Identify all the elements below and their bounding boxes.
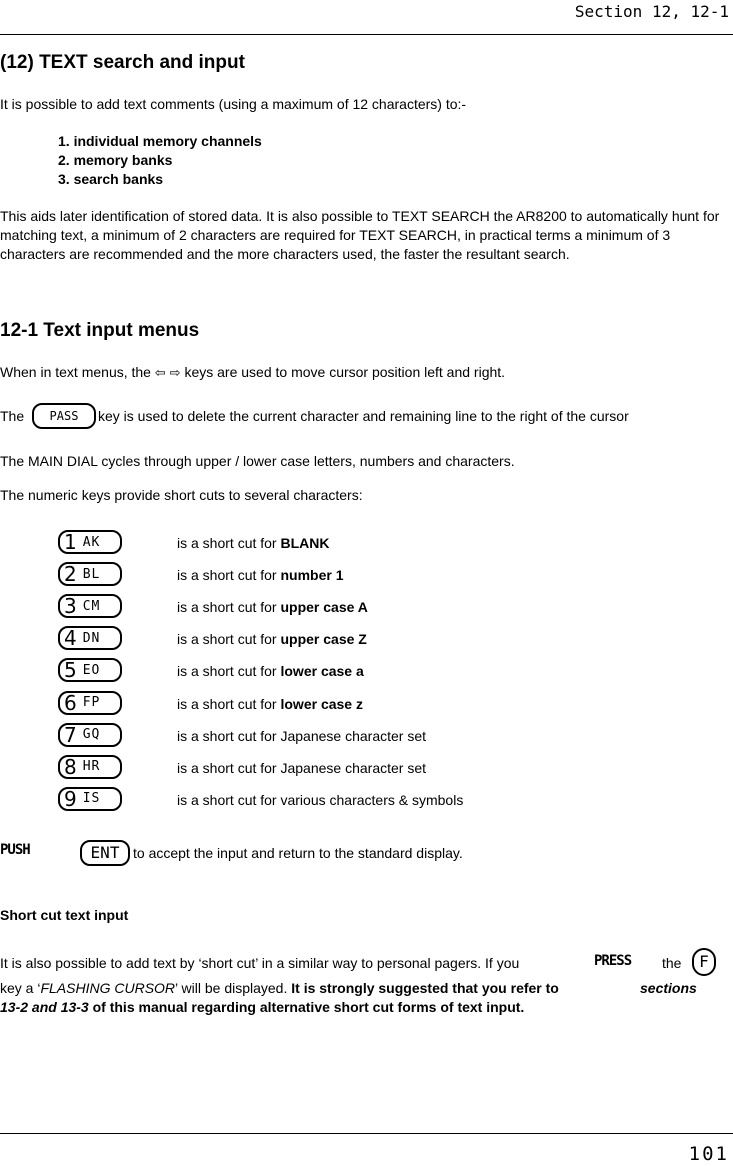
numeric-key-3-icon [58, 594, 122, 618]
shortcut-description [177, 760, 426, 776]
shortcut-target: upper case Z [280, 631, 367, 648]
key-number: 3 [64, 594, 77, 619]
key-number: 1 [64, 530, 77, 554]
sections-reference-numbers: 13-2 and 13-3 [0, 999, 89, 1015]
pass-key-paragraph-end: key is used to delete the current character and remaining line to the right of the cursor [98, 408, 629, 424]
key-letters: FP [82, 695, 101, 710]
arrow-left-icon: ⇦ [154, 365, 166, 380]
numeric-key-1-icon [58, 530, 122, 554]
cursor-keys-text-before: When in text menus, the [0, 364, 151, 380]
key-letters: HR [82, 759, 101, 775]
key-number: 9 [64, 786, 77, 811]
shortcut-target: upper case A [280, 599, 368, 616]
key-letters: IS [82, 791, 101, 807]
section-12-intro: It is possible to add text comments (using a maximum of 12 characters) to:- [0, 96, 467, 112]
pass-key-icon: PASS [32, 403, 96, 429]
list-item: 2. memory banks [58, 152, 173, 168]
shortcut-description [177, 535, 329, 551]
key-number: 6 [64, 690, 77, 715]
shortcut-target: various characters & symbols [280, 791, 464, 808]
section-12-paragraph: This aids later identification of stored data. It is also possible to TEXT SEARCH the AR8200 to automatically hunt for matching text, a minimum of 2 characters are required for TEXT SEARCH, in practical terms a minimum of 3 characters are recommended and the more characters used, the faster the resultant search. [0, 208, 720, 262]
shortcut-prefix: is a short cut for [177, 567, 277, 584]
shortcut-description [177, 728, 426, 744]
key-number: 8 [64, 754, 77, 779]
footer-rule [0, 1133, 733, 1134]
pass-key-paragraph-start: The [0, 408, 25, 424]
shortcut-prefix: is a short cut for [177, 535, 277, 551]
cursor-keys-paragraph [0, 364, 505, 381]
key-letters: GQ [82, 727, 101, 743]
shortcut-target: Japanese character set [280, 759, 427, 776]
shortcut-prefix: is a short cut for [177, 663, 277, 680]
shortcut-target: lower case a [280, 663, 364, 680]
text: ’ will be displayed. [175, 980, 288, 996]
arrow-right-icon: ⇨ [169, 365, 181, 380]
page-header: Section 12, 12-1 [574, 2, 729, 21]
numeric-key-6-icon [58, 691, 122, 715]
sections-reference-part1: sections [640, 980, 697, 996]
shortcut-prefix: is a short cut for [177, 727, 277, 744]
shortcut-prefix: is a short cut for [177, 695, 277, 712]
sections-reference-tail: of this manual regarding alternative short cut forms of text input. [92, 999, 525, 1015]
key-number: 4 [64, 626, 77, 651]
header-rule [0, 34, 733, 35]
shortcut-target: lower case z [280, 695, 363, 712]
shortcut-target: Japanese character set [280, 727, 427, 744]
shortcut-target: number 1 [280, 567, 344, 584]
cursor-keys-text-after: keys are used to move cursor position left and right. [184, 364, 506, 380]
text: key a ‘ [0, 980, 41, 996]
shortcut-prefix: is a short cut for [177, 599, 277, 616]
numeric-key-5-icon [58, 658, 122, 682]
key-number: 5 [64, 658, 77, 683]
key-letters: AK [82, 534, 101, 550]
shortcut-description [177, 567, 344, 583]
numeric-key-4-icon [58, 626, 122, 650]
main-dial-paragraph: The MAIN DIAL cycles through upper / lower case letters, numbers and characters. [0, 453, 515, 469]
flashing-cursor-text: FLASHING CURSOR [40, 980, 176, 996]
shortcut-target: BLANK [280, 535, 330, 551]
shortcut-description [177, 663, 364, 679]
short-cut-paragraph-line1: It is also possible to add text by ‘short cut’ in a similar way to personal pagers. If you [0, 955, 520, 971]
key-letters: EO [82, 662, 101, 678]
press-label: PRESS [594, 953, 632, 969]
numeric-key-8-icon [58, 755, 122, 779]
numeric-key-9-icon [58, 787, 122, 811]
strong-suggestion-text: It is strongly suggested that you refer to [291, 980, 559, 996]
shortcut-description [177, 696, 363, 712]
push-label: PUSH [0, 842, 30, 858]
shortcut-description [177, 631, 367, 647]
list-item: 1. individual memory channels [58, 133, 262, 149]
numeric-key-7-icon [58, 723, 122, 747]
list-item: 3. search banks [58, 171, 164, 187]
shortcut-prefix: is a short cut for [177, 631, 277, 648]
short-cut-paragraph-line2 [0, 980, 559, 996]
shortcut-prefix: is a short cut for [177, 791, 277, 808]
section-12-1-title: 12-1 Text input menus [0, 320, 200, 341]
shortcut-description [177, 792, 463, 808]
short-cut-paragraph-the: the [662, 955, 682, 971]
ent-key-icon: ENT [80, 840, 130, 866]
shortcut-description [177, 599, 368, 615]
numeric-keys-paragraph: The numeric keys provide short cuts to several characters: [0, 487, 363, 503]
sections-reference-line [0, 999, 524, 1015]
shortcut-prefix: is a short cut for [177, 759, 277, 776]
short-cut-text-input-title: Short cut text input [0, 907, 129, 923]
key-letters: BL [82, 566, 101, 582]
key-letters: CM [82, 598, 101, 614]
key-number: 2 [64, 562, 77, 587]
section-12-title: (12) TEXT search and input [0, 52, 245, 73]
numeric-key-2-icon [58, 562, 122, 586]
f-key-icon: F [692, 948, 716, 976]
accept-input-text: to accept the input and return to the standard display. [133, 845, 463, 861]
page-number: 101 [688, 1143, 729, 1165]
key-number: 7 [64, 722, 77, 747]
key-letters: DN [82, 630, 101, 646]
